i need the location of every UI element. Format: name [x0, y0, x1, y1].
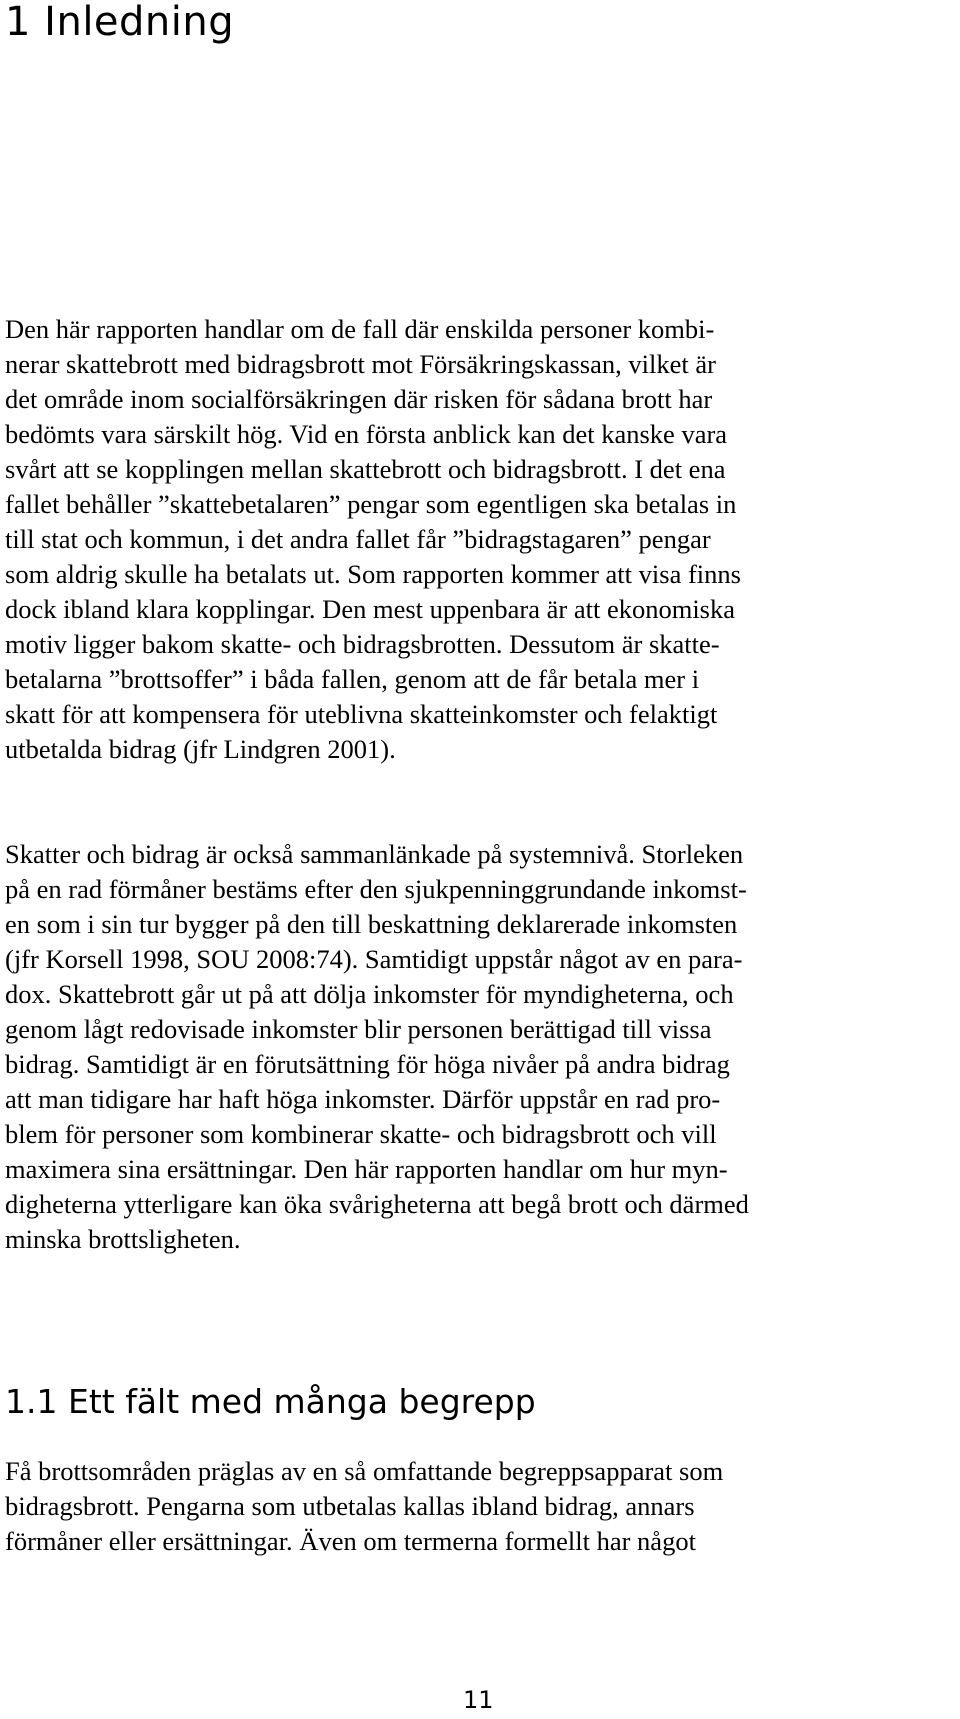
text-line: bidrag. Samtidigt är en förutsättning för höga nivåer på andra bidrag — [5, 1049, 730, 1079]
text-line: svårt att se kopplingen mellan skattebrott och bidragsbrott. I det ena — [5, 454, 726, 484]
section-heading: 1.1 Ett fält med många begrepp — [5, 1382, 536, 1421]
text-line: genom lågt redovisade inkomster blir personen berättigad till vissa — [5, 1014, 712, 1044]
page-number: 11 — [463, 1686, 494, 1714]
text-line: att man tidigare har haft höga inkomster. Därför uppstår en rad pro- — [5, 1084, 721, 1114]
text-line: (jfr Korsell 1998, SOU 2008:74). Samtidigt uppstår något av en para- — [5, 944, 743, 974]
text-line: digheterna ytterligare kan öka svårigheterna att begå brott och därmed — [5, 1189, 749, 1219]
text-line: på en rad förmåner bestäms efter den sjukpenninggrundande inkomst- — [5, 874, 747, 904]
text-line: dox. Skattebrott går ut på att dölja inkomster för myndigheterna, och — [5, 979, 734, 1009]
chapter-heading: 1 Inledning — [5, 0, 235, 45]
text-line: motiv ligger bakom skatte- och bidragsbrotten. Dessutom är skatte- — [5, 629, 720, 659]
paragraph-intro — [5, 312, 741, 767]
text-line: som aldrig skulle ha betalats ut. Som rapporten kommer att visa finns — [5, 559, 741, 589]
text-line: minska brottsligheten. — [5, 1224, 241, 1254]
text-line: Skatter och bidrag är också sammanlänkade på systemnivå. Storleken — [5, 839, 744, 869]
text-line: dock ibland klara kopplingar. Den mest uppenbara är att ekonomiska — [5, 594, 736, 624]
text-line: Den här rapporten handlar om de fall där enskilda personer kombi- — [5, 314, 715, 344]
text-line: blem för personer som kombinerar skatte- och bidragsbrott och vill — [5, 1119, 717, 1149]
text-line: skatt för att kompensera för uteblivna skatteinkomster och felaktigt — [5, 699, 718, 729]
text-line: nerar skattebrott med bidragsbrott mot Försäkringskassan, vilket är — [5, 349, 716, 379]
text-line: betalarna ”brottsoffer” i båda fallen, genom att de får betala mer i — [5, 664, 700, 694]
text-line: till stat och kommun, i det andra fallet får ”bidragstagaren” pengar — [5, 524, 711, 554]
paragraph-concepts — [5, 1454, 723, 1559]
text-line: bidragsbrott. Pengarna som utbetalas kallas ibland bidrag, annars — [5, 1491, 695, 1521]
text-line: det område inom socialförsäkringen där risken för sådana brott har — [5, 384, 713, 414]
text-line: fallet behåller ”skattebetalaren” pengar som egentligen ska betalas in — [5, 489, 737, 519]
text-line: förmåner eller ersättningar. Även om termerna formellt har något — [5, 1526, 696, 1556]
text-line: maximera sina ersättningar. Den här rapporten handlar om hur myn- — [5, 1154, 728, 1184]
paragraph-system-level — [5, 837, 749, 1257]
text-line: Få brottsområden präglas av en så omfattande begreppsapparat som — [5, 1456, 724, 1486]
text-line: bedömts vara särskilt hög. Vid en första anblick kan det kanske vara — [5, 419, 728, 449]
text-line: en som i sin tur bygger på den till beskattning deklarerade inkomsten — [5, 909, 738, 939]
text-line: utbetalda bidrag (jfr Lindgren 2001). — [5, 734, 396, 764]
